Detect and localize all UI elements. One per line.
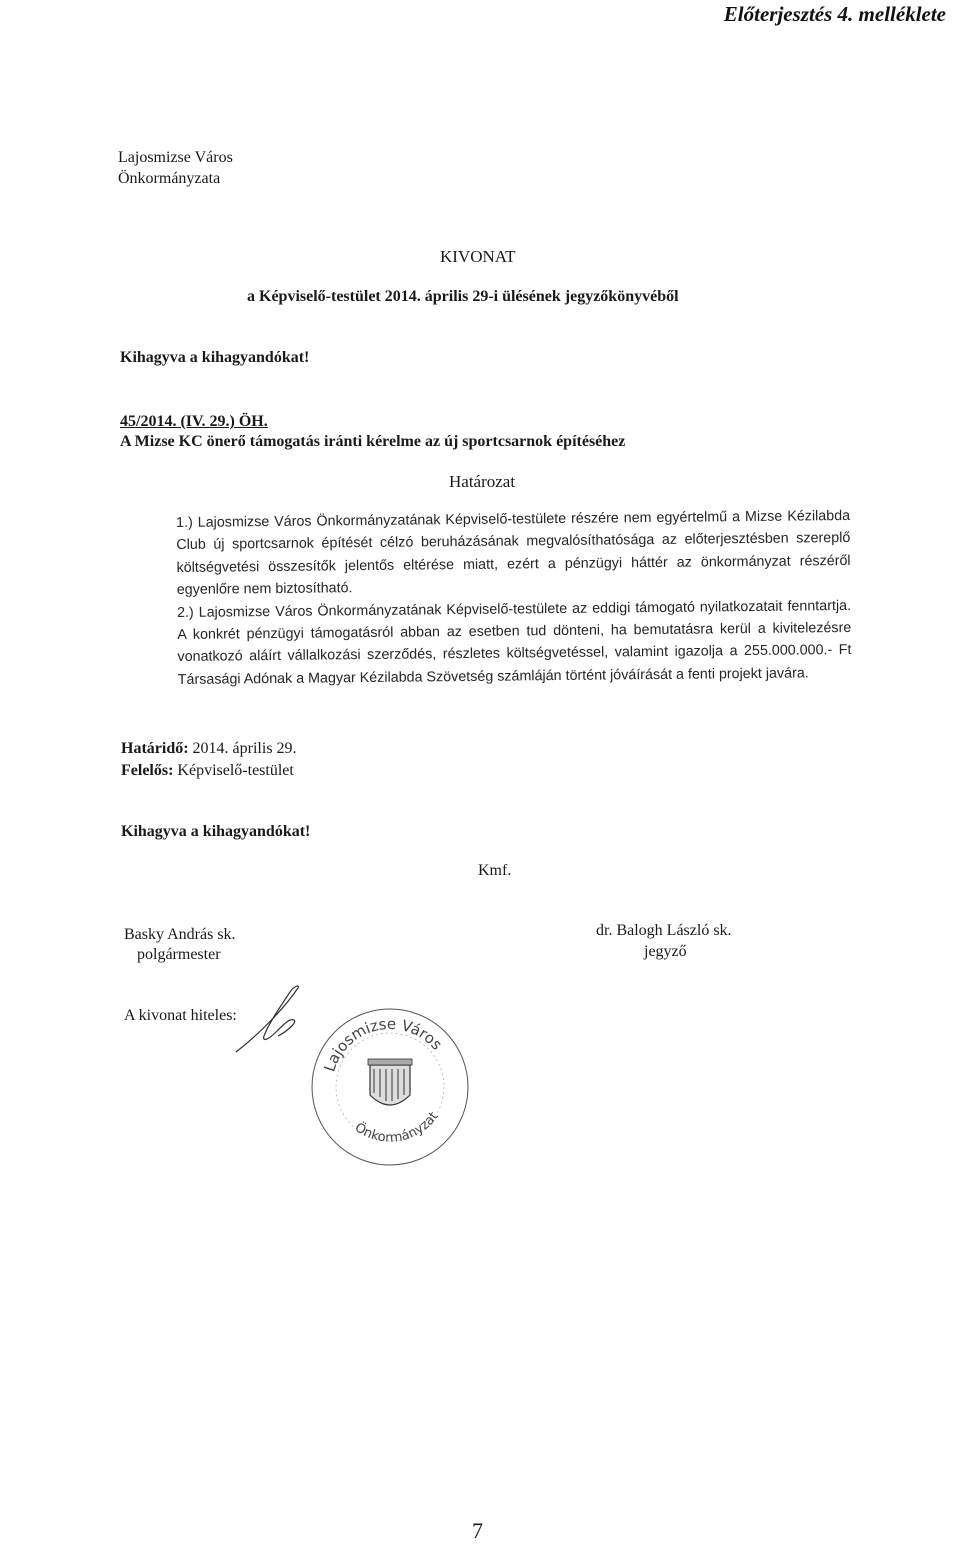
resolution-subject: A Mizse KC önerő támogatás iránti kérelme az új sportcsarnok építéséhez (120, 433, 626, 450)
coat-of-arms-icon (368, 1059, 412, 1105)
issuer-line-2: Önkormányzata (118, 170, 221, 187)
stamp-top-text: Lajosmizse Város (320, 1014, 446, 1074)
kmf-mark: Kmf. (478, 862, 512, 879)
notary-role: jegyző (644, 943, 687, 960)
attachment-note: Előterjesztés 4. melléklete (723, 2, 946, 26)
deadline-row (121, 740, 297, 758)
stamp-bottom-text: Önkormányzat (351, 1109, 442, 1146)
document-title: KIVONAT (440, 247, 516, 266)
omission-note-bottom: Kihagyva a kihagyandókat! (121, 823, 311, 840)
deadline-label: Határidő: (121, 740, 189, 757)
page-number: 7 (472, 1518, 483, 1543)
resolution-heading: Határozat (449, 472, 516, 491)
certification-label: A kivonat hiteles: (124, 1007, 237, 1024)
issuer-line-1: Lajosmizse Város (118, 149, 233, 166)
resolution-point-1: 1.) Lajosmizse Város Önkormányzatának Képviselő-testülete részére nem egyértelmű a Mizse Kézilabda Club új sportcsarnok építését célzó beruházásának megvalósíthatósága az előterjesztésben szereplő költségvetési összesítők jelentős eltérése miatt, ezért a pénzügyi háttér az önkormányzat részéről egyenlőre nem biztosítható. (176, 507, 851, 599)
responsible-label: Felelős: (121, 762, 174, 779)
resolution-point-2: 2.) Lajosmizse Város Önkormányzatának Képviselő-testülete az eddigi támogató nyilatkozatait fenntartja. A konkrét pénzügyi támogatásról abban az esetben tud dönteni, ha bemutatásra kerül a kivitelezésre vonatkozó aláírt vállalkozási szerződés, részletes költségvetéssel, valamint igazolja a 255.000.000.- Ft Társasági Adónak a Magyar Kézilabda Szövetség számláján történt jóváírását a fenti projekt javára. (176, 597, 852, 688)
responsible-value: Képviselő-testület (177, 762, 294, 779)
document-subtitle: a Képviselő-testület 2014. április 29-i ülésének jegyzőkönyvéből (247, 288, 679, 305)
mayor-name: Basky András sk. (124, 926, 236, 943)
mayor-role: polgármester (137, 946, 221, 963)
deadline-value: 2014. április 29. (192, 740, 297, 757)
notary-name: dr. Balogh László sk. (596, 922, 732, 939)
resolution-number: 45/2014. (IV. 29.) ÖH. (120, 413, 268, 430)
official-stamp (300, 995, 480, 1175)
resolution-body (176, 505, 852, 691)
omission-note-top: Kihagyva a kihagyandókat! (120, 349, 310, 366)
responsible-row (121, 762, 294, 780)
